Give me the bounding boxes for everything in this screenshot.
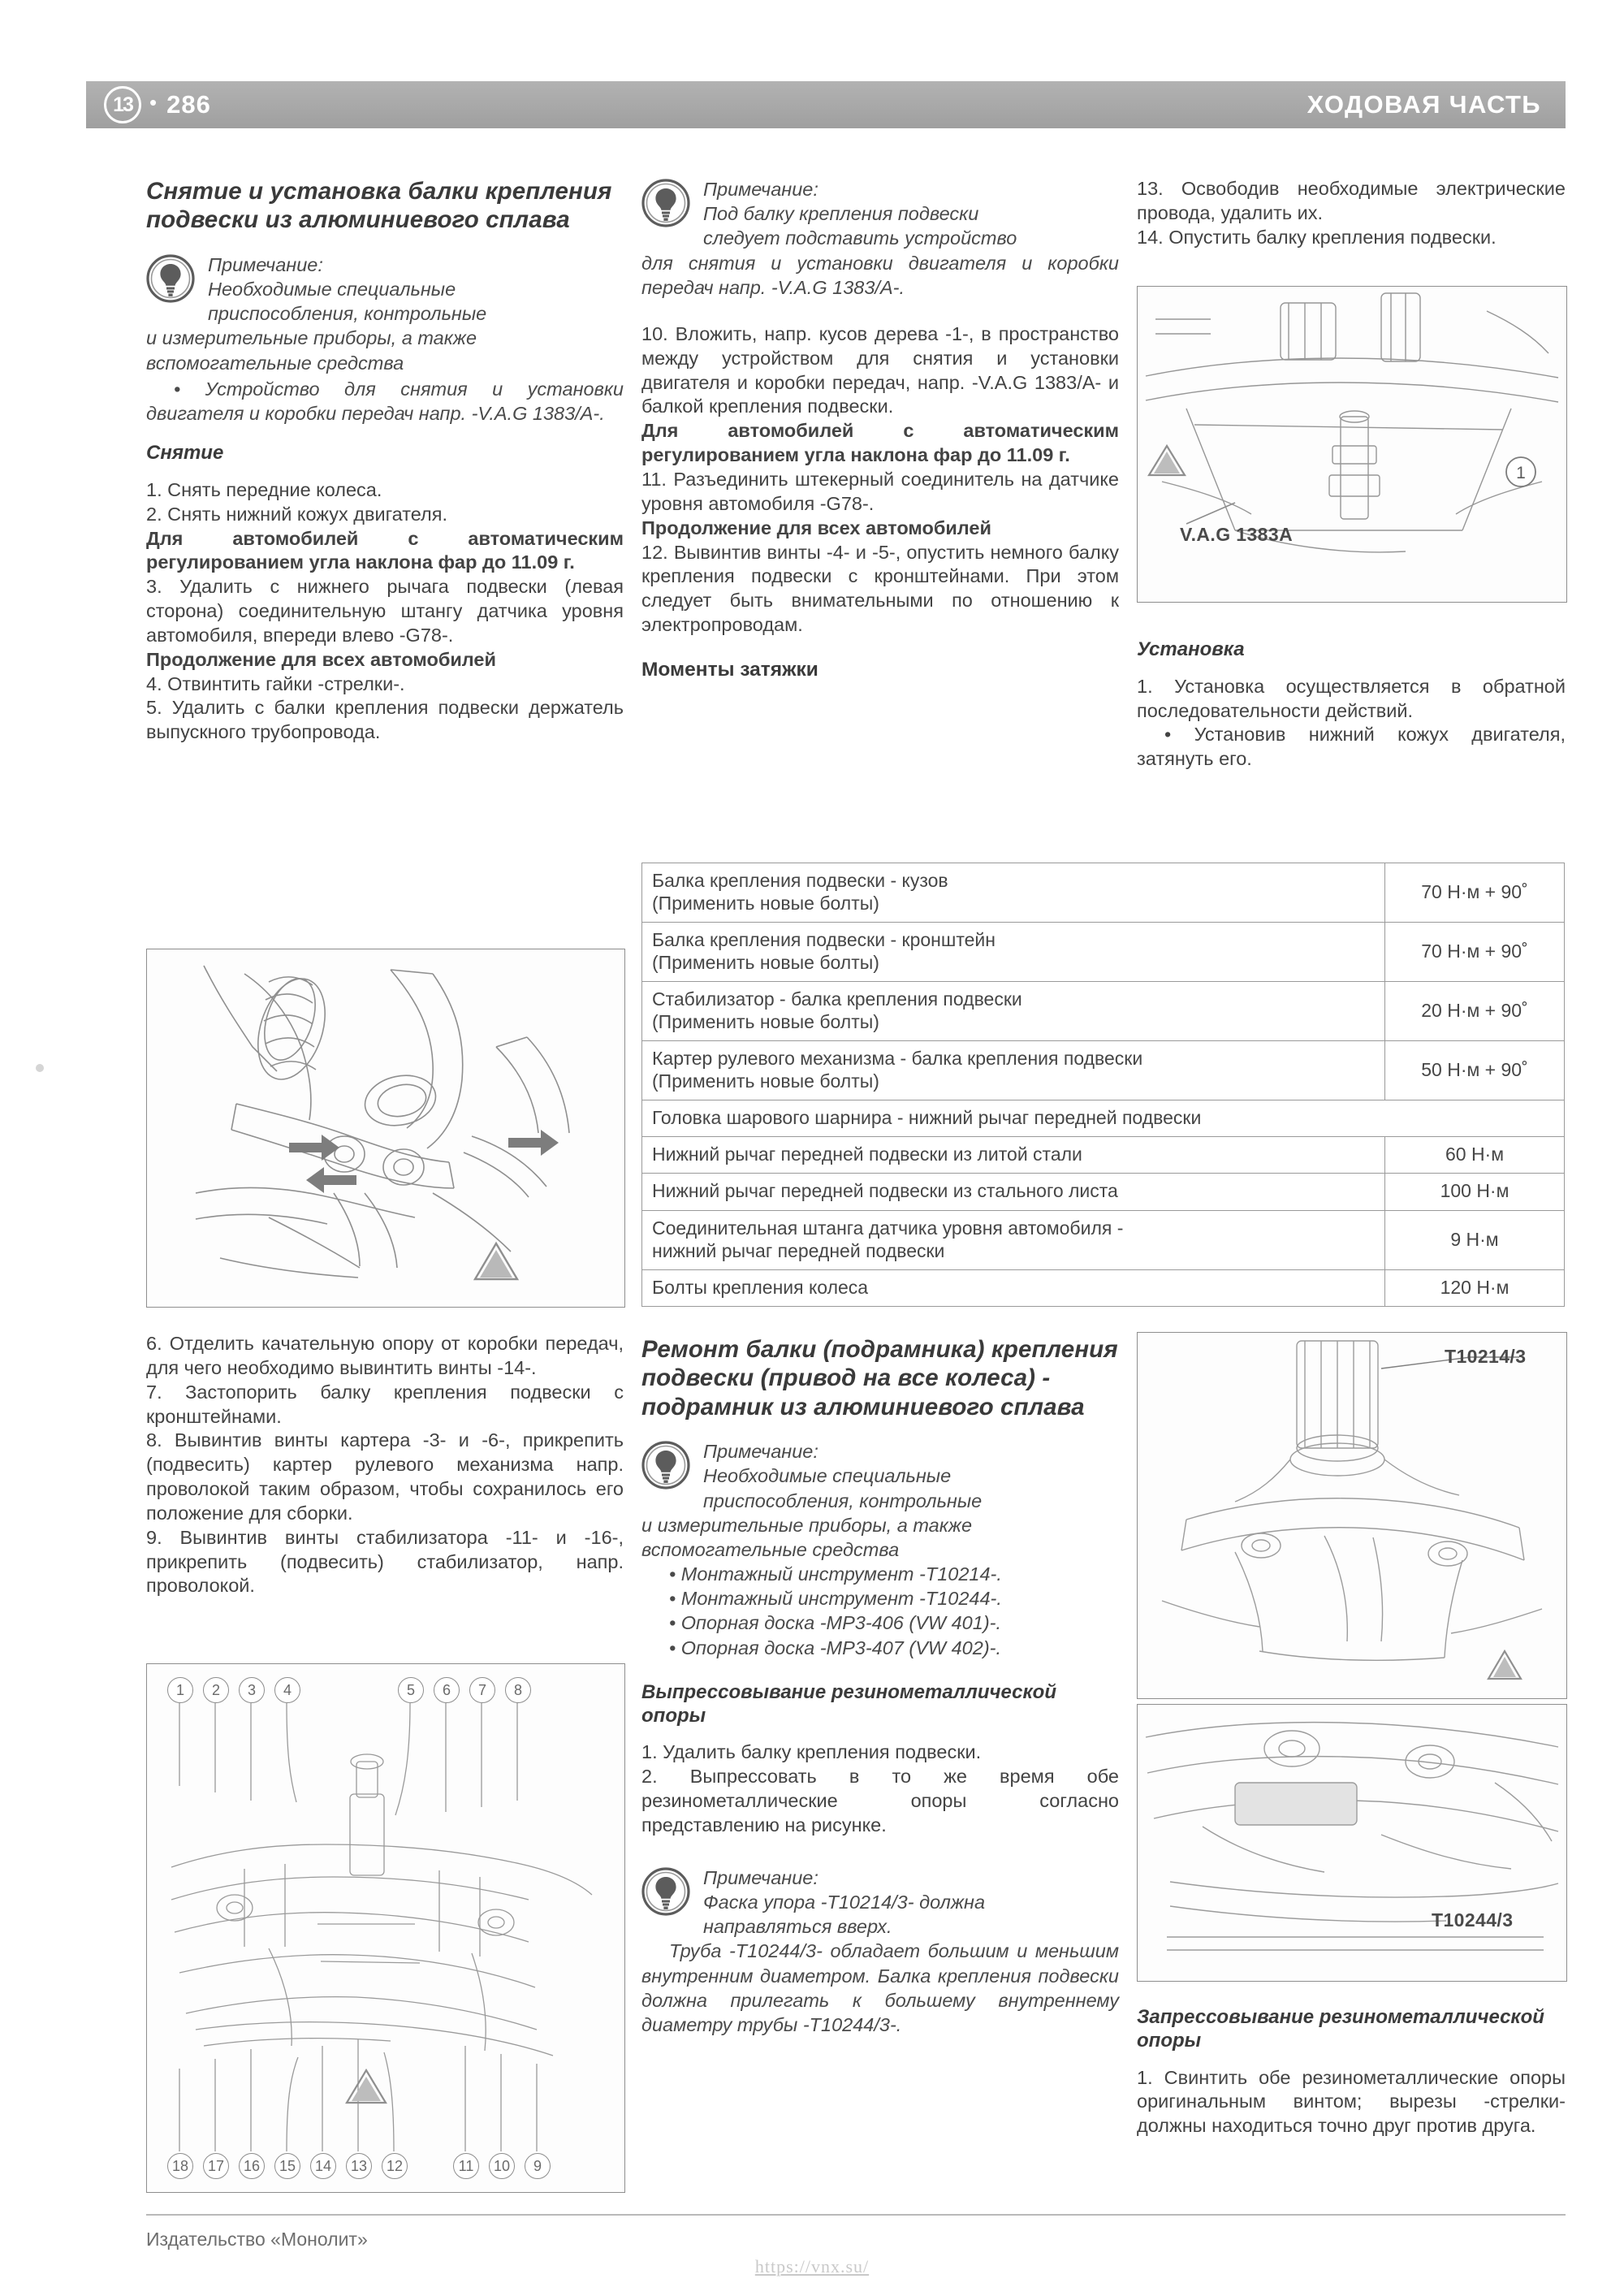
figure-t10214 — [1137, 1332, 1567, 1699]
press-in-step-1: 1. Свинтить обе резинометаллические опоры оригинальным винтом; вырезы -стрелки- должны находиться точно друг против друга. — [1137, 2066, 1566, 2137]
torque-name-line1: Балка крепления подвески - кузов — [652, 870, 948, 891]
callout-11: 11 — [453, 2153, 479, 2179]
note-line-2: направляться вверх. — [703, 1916, 892, 1938]
figure-label-t10244: T10244/3 — [1432, 1909, 1514, 1931]
note-bullet-tool: • Устройство для снятия и установки двигателя и коробки передач напр. -V.A.G 1383/A-. — [146, 378, 624, 424]
note-chamfer-orientation — [641, 1866, 1119, 2037]
torque-name-cell — [642, 1041, 1385, 1100]
press-out-heading: Выпрессовывание резинометаллической опоры — [641, 1680, 1056, 1727]
torque-value-cell: 100 Н·м — [1385, 1174, 1565, 1210]
callout-9: 9 — [525, 2153, 551, 2179]
torque-value-cell: 20 Н·м + 90˚ — [1385, 982, 1565, 1041]
torque-value-cell: 70 Н·м + 90˚ — [1385, 923, 1565, 982]
page-edge-mark — [36, 1064, 44, 1072]
tool-bullet-mp3-407: • Опорная доска -MP3-407 (VW 402)-. — [669, 1637, 1002, 1658]
note-jack-device — [641, 177, 1119, 300]
step-4: 4. Отвинтить гайки -стрелки-. — [146, 672, 405, 694]
torque-name-cell — [642, 863, 1385, 923]
lightbulb-icon — [641, 1867, 690, 1916]
header-separator-dot: • — [149, 90, 158, 115]
callout-17: 17 — [203, 2153, 229, 2179]
callout-18: 18 — [167, 2153, 193, 2179]
callout-13: 13 — [346, 2153, 372, 2179]
step-9: 9. Вывинтив винты стабилизатора -11- и -16-, прикрепить (подвесить) стабилизатор, напр. проволокой. — [146, 1526, 624, 1597]
page-title: Снятие и установка балки крепления подвески из алюминиевого сплава — [146, 178, 612, 234]
torque-name-line2: (Применить новые болты) — [652, 1011, 879, 1033]
publisher-name: Издательство «Монолит» — [146, 2229, 368, 2250]
note-line-3: и измерительные приборы, а также — [641, 1514, 973, 1536]
torque-value-cell: 9 Н·м — [1385, 1210, 1565, 1269]
table-row — [642, 1210, 1565, 1269]
footer-divider — [146, 2214, 1566, 2216]
torque-value-cell: 70 Н·м + 90˚ — [1385, 863, 1565, 923]
note-line-4: вспомогательные средства — [146, 352, 404, 374]
table-row — [642, 982, 1565, 1041]
bold-note-auto-headlamp-2: Для автомобилей с автоматическим регулированием угла наклона фар до 11.09 г. — [641, 420, 1119, 466]
torque-table-heading: Моменты затяжки — [641, 658, 818, 681]
step-5: 5. Удалить с балки крепления подвески держатель выпускного трубопровода. — [146, 697, 624, 743]
callout-4: 4 — [274, 1677, 300, 1703]
subheading-removal: Снятие — [146, 442, 224, 465]
callout-2: 2 — [203, 1677, 229, 1703]
torque-name-line2: (Применить новые болты) — [652, 1070, 879, 1092]
note-special-tools — [146, 253, 624, 426]
install-bullet: • Установив нижний кожух двигателя, затянуть его. — [1137, 724, 1566, 770]
table-row — [642, 1100, 1565, 1137]
lightbulb-icon — [146, 254, 195, 303]
table-row — [642, 1174, 1565, 1210]
step-11: 11. Разъединить штекерный соединитель на датчике уровня автомобиля -G78-. — [641, 469, 1119, 514]
callout-3: 3 — [239, 1677, 265, 1703]
note-line-4: вспомогательные средства — [641, 1538, 900, 1560]
table-row — [642, 863, 1565, 923]
torque-name-line1: Соединительная штанга датчика уровня автомобиля - — [652, 1217, 1124, 1239]
note-line-1: Под балку крепления подвески — [703, 203, 979, 225]
header-section-title: ХОДОВАЯ ЧАСТЬ — [1307, 90, 1541, 119]
note-line-2: приспособления, контрольные — [703, 1490, 983, 1511]
note-special-tools-2 — [641, 1439, 1119, 1660]
install-step-1: 1. Установка осуществляется в обратной последовательности действий. — [1137, 675, 1566, 721]
torque-name-line1: Картер рулевого механизма - балка крепления подвески — [652, 1048, 1143, 1070]
press-in-heading: Запрессовывание резинометаллической опоры — [1137, 2006, 1544, 2052]
note-label: Примечание: — [703, 1866, 818, 1888]
install-heading: Установка — [1137, 638, 1245, 660]
note-line-1: Необходимые специальные — [703, 1465, 952, 1487]
column-two — [641, 177, 1119, 688]
tool-bullet-t10244: • Монтажный инструмент -T10244-. — [669, 1588, 1002, 1610]
step-8: 8. Вывинтив винты картера -3- и -6-, прикрепить (подвесить) картер рулевого механизма напр. проволокой таким образом, чтобы сохранилось его положение для сборки. — [146, 1429, 624, 1524]
chapter-number-badge: 13 — [104, 86, 141, 123]
torque-table — [641, 863, 1565, 1307]
step-10: 10. Вложить, напр. кусов дерева -1-, в пространство между устройством для снятия и установки двигателя и коробки передач, напр. -V.A.G 1383/A- и балкой крепления подвески. — [641, 322, 1119, 417]
callout-15: 15 — [274, 2153, 300, 2179]
step-13: 13. Освободив необходимые электрические провода, удалить их. — [1137, 178, 1566, 223]
step-12: 12. Вывинтив винты -4- и -5-, опустить немного балку крепления подвески с кронштейнами. При этом следует быть внимательными по отношению к электропроводам. — [641, 541, 1119, 636]
step-7: 7. Застопорить балку крепления подвески с кронштейнами. — [146, 1381, 624, 1427]
note-line-1: Фаска упора -T10214/3- должна — [703, 1892, 986, 1913]
warning-triangle-icon-3 — [1149, 446, 1185, 475]
note-label: Примечание: — [703, 179, 818, 200]
press-out-step-1: 1. Удалить балку крепления подвески. — [641, 1741, 982, 1763]
torque-name-cell — [642, 982, 1385, 1041]
press-in-section — [1137, 2006, 1566, 2138]
callout-14: 14 — [310, 2153, 336, 2179]
source-watermark: https://vnx.su/ — [754, 2256, 870, 2277]
note-line-3: и измерительные приборы, а также — [146, 327, 477, 349]
bold-note-continuation-2: Продолжение для всех автомобилей — [641, 517, 991, 538]
callout-6: 6 — [434, 1677, 460, 1703]
torque-group-heading-cell: Головка шарового шарнира - нижний рычаг передней подвески — [642, 1100, 1565, 1137]
torque-name-cell — [642, 923, 1385, 982]
tool-bullet-mp3-406: • Опорная доска -MP3-406 (VW 401)-. — [669, 1612, 1002, 1634]
figure-t10244 — [1137, 1704, 1567, 1982]
warning-triangle-icon-2 — [347, 2070, 386, 2103]
callout-12: 12 — [382, 2153, 408, 2179]
tool-bullet-t10214: • Монтажный инструмент -T10214-. — [669, 1563, 1002, 1585]
warning-triangle-icon-4 — [1488, 1651, 1521, 1679]
callout-8: 8 — [505, 1677, 531, 1703]
column-two-lower — [641, 1335, 1119, 2047]
press-out-step-2: 2. Выпрессовать в то же время обе резинометаллические опоры согласно представлению на рисунке. — [641, 1766, 1119, 1836]
torque-value-cell: 60 Н·м — [1385, 1137, 1565, 1174]
torque-name-line2: (Применить новые болты) — [652, 952, 879, 974]
torque-value-cell: 50 Н·м + 90˚ — [1385, 1041, 1565, 1100]
repair-section-title: Ремонт балки (подрамника) крепления подвески (привод на все колеса) - подрамник из алюминиевого сплава — [641, 1336, 1118, 1420]
step-2: 2. Снять нижний кожух двигателя. — [146, 503, 447, 525]
torque-name-line1: Балка крепления подвески - кронштейн — [652, 929, 996, 951]
figure-label-vag: V.A.G 1383A — [1180, 524, 1294, 545]
table-row — [642, 1041, 1565, 1100]
column-one — [146, 177, 624, 745]
torque-name-line2: нижний рычаг передней подвески — [652, 1239, 945, 1261]
callout-7: 7 — [469, 1677, 495, 1703]
note-label: Примечание: — [703, 1441, 818, 1463]
note-line-2: следует подставить устройство — [703, 227, 1017, 249]
lightbulb-icon — [641, 1441, 690, 1490]
note-line-2: приспособления, контрольные — [208, 303, 487, 325]
callout-1: 1 — [167, 1677, 193, 1703]
column-three — [1137, 177, 1566, 250]
header-left-group — [86, 86, 211, 123]
callout-10: 10 — [489, 2153, 515, 2179]
figure-label-t10214: T10214/3 — [1445, 1346, 1527, 1367]
torque-value-cell: 120 Н·м — [1385, 1269, 1565, 1306]
installation-section — [1137, 638, 1566, 772]
svg-text:1: 1 — [1516, 464, 1526, 482]
torque-name-cell — [642, 1210, 1385, 1269]
figure-suspension-mount — [146, 949, 625, 1308]
step-14: 14. Опустить балку крепления подвески. — [1137, 226, 1497, 248]
bold-note-auto-headlamp-1: Для автомобилей с автоматическим регулированием угла наклона фар до 11.09 г. — [146, 527, 624, 573]
torque-name-cell: Болты крепления колеса — [642, 1269, 1385, 1306]
step-3: 3. Удалить с нижнего рычага подвески (левая сторона) соединительную штангу датчика уровня автомобиля, впереди влево -G78-. — [146, 576, 624, 646]
page-header — [86, 81, 1566, 128]
note-line-1: Необходимые специальные — [208, 278, 456, 300]
callout-5: 5 — [398, 1677, 424, 1703]
callout-16: 16 — [239, 2153, 265, 2179]
bold-note-continuation-1: Продолжение для всех автомобилей — [146, 648, 496, 670]
step-1: 1. Снять передние колеса. — [146, 478, 382, 500]
figure-subframe-overview — [146, 1663, 625, 2193]
torque-table-wrapper — [641, 859, 1565, 1307]
note-body: Труба -T10244/3- обладает большим и меньшим внутренним диаметром. Балка крепления подвески должна прилегать к большему внутреннему диаметру трубы -T10244/3-. — [641, 1940, 1119, 2035]
table-row — [642, 1137, 1565, 1174]
torque-name-cell: Нижний рычаг передней подвески из литой стали — [642, 1137, 1385, 1174]
torque-name-cell: Нижний рычаг передней подвески из стального листа — [642, 1174, 1385, 1210]
torque-name-line2: (Применить новые болты) — [652, 893, 879, 915]
torque-name-line1: Стабилизатор - балка крепления подвески — [652, 988, 1022, 1010]
step-6: 6. Отделить качательную опору от коробки передач, для чего необходимо вывинтить винты -14-. — [146, 1333, 624, 1378]
table-row — [642, 1269, 1565, 1306]
note-label: Примечание: — [208, 253, 323, 275]
table-row — [642, 923, 1565, 982]
figure-vag-1383a — [1137, 286, 1567, 603]
lightbulb-icon — [641, 179, 690, 227]
page-number: 286 — [166, 90, 211, 119]
warning-triangle-icon — [475, 1243, 517, 1279]
column-one-continued — [146, 1332, 624, 1598]
note-line-3: для снятия и установки двигателя и коробки передач напр. -V.A.G 1383/A-. — [641, 252, 1119, 298]
